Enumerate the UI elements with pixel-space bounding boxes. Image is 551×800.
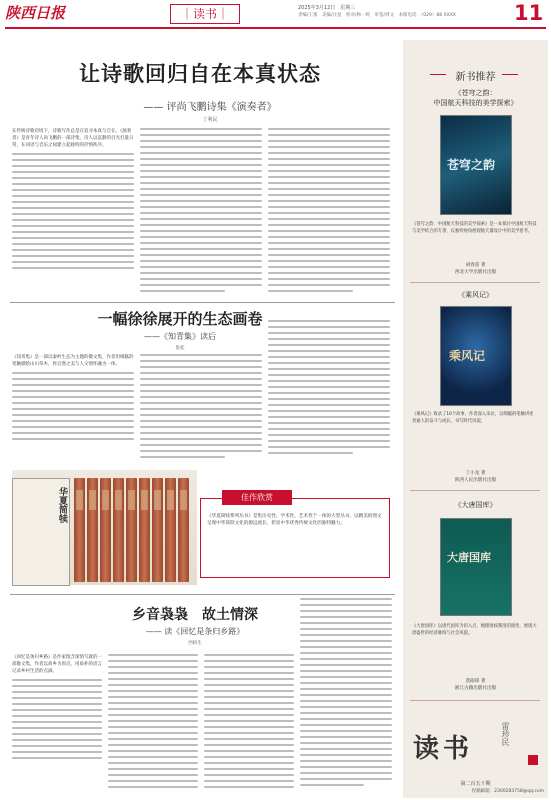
article1-author: 丁利民 xyxy=(202,117,218,123)
book3-publisher: 莫砺锋 著 浙江古籍出版社出版 xyxy=(454,679,497,691)
article1-col-3 xyxy=(268,128,390,298)
article1-col-2 xyxy=(140,128,262,298)
book3-cover-title: 大唐国库 xyxy=(447,551,491,564)
appreciation-tag: 佳作欣赏 xyxy=(222,490,292,505)
book2-description: 《乘风记》收录了10个故事，作者深入采访，以细腻的笔触讲述普通人的奋斗与成长，书写时代风貌。 xyxy=(412,412,534,424)
book-front-title: 华夏简犊 xyxy=(57,487,67,523)
seal-stamp xyxy=(528,755,538,765)
sidebar-divider xyxy=(410,282,540,283)
article3-title: 乡音袅袅 故土情深 xyxy=(132,607,258,623)
book2-publisher: 丁小龙 著 陕西人民出版社出版 xyxy=(454,471,497,483)
sidebar-divider xyxy=(410,490,540,491)
article2-lead: 《知青集》是一部以秦岭生态为主题的散文集，作者用细腻的笔触描绘山川草木，将自然之美与人文情怀融为一体。 xyxy=(12,355,134,367)
book-front-cover xyxy=(12,478,70,586)
sidebar-divider xyxy=(410,700,540,701)
article2-col-3 xyxy=(268,320,390,464)
book1-publisher: 胡春雷 著 西北大学出版社出版 xyxy=(454,263,497,275)
section-tag: ｜读书｜ xyxy=(170,4,240,24)
page-number: 11 xyxy=(514,1,544,25)
date-line: 2025年3月12日 星期三 xyxy=(298,5,356,11)
book3-description: 《大唐国库》以唐代国库为切入点，梳理财政制度的演变，展现大唐盛世的经济脉络与社会风貌。 xyxy=(412,624,537,636)
editor-line: 责编/王蕾 美编/汪星 校对/杨一鸣 审签/周文 本版电话：（029）88 XXXX xyxy=(298,13,456,18)
book1-description: 《苍穹之韵：中国航天科技的美学探索》是一本探讨中国航天科技与美学结合的专著，以独特视角展现航天器设计中的美学思考。 xyxy=(412,222,537,234)
header-rule xyxy=(5,27,546,29)
submission-email: 投稿邮箱：2300283758@qq.com xyxy=(471,789,544,794)
article2-col-2 xyxy=(140,354,262,464)
article1-lead: 在传统诗歌语境下，诗歌写作总是在追寻本真与自在。《演奏者》是青年诗人尚飞鹏的一部诗集，诗人以沉静的目光打量日常，在词语与音乐之间建立起独特的抒情秩序。 xyxy=(12,129,134,148)
article1-col-1 xyxy=(12,128,134,298)
book1-title: 《苍穹之韵： 中国航天科技的美学探索》 xyxy=(433,89,518,107)
article3-author: 西柏生 xyxy=(188,641,202,646)
calligraphy-signature: 雷珍民 xyxy=(501,722,510,746)
calligraphy-caption: 第二百五十期 xyxy=(460,781,491,787)
sidebar-title: 新书推荐 xyxy=(455,72,496,83)
article3-col-4 xyxy=(300,598,392,794)
article3-col-1 xyxy=(12,654,102,794)
book1-cover xyxy=(440,115,512,215)
article2-author: 张松 xyxy=(175,346,185,351)
calligraphy-artwork: 读书 xyxy=(413,734,474,764)
article3-col-2 xyxy=(108,654,198,794)
article2-col-1 xyxy=(12,354,134,464)
book1-cover-title: 苍穹之韵 xyxy=(447,158,496,172)
book2-title: 《乘风记》 xyxy=(458,291,493,299)
book2-cover xyxy=(440,306,512,406)
article3-col-3 xyxy=(204,654,294,794)
book3-cover xyxy=(440,518,512,616)
book3-title: 《大唐国库》 xyxy=(454,501,497,509)
divider xyxy=(10,594,395,595)
article1-subtitle: —— 评尚飞鹏诗集《演奏者》 xyxy=(143,102,277,113)
appreciation-box xyxy=(200,498,390,578)
article3-subtitle: —— 读《回忆是条归乡路》 xyxy=(145,627,245,636)
book2-cover-title: 乘风记 xyxy=(449,349,486,363)
article2-subtitle: ——《知青集》读后 xyxy=(144,332,216,341)
article1-text-lines xyxy=(12,153,134,269)
appreciation-text: 《华夏简犊系列丛书》是集历史性、学术性、艺术性于一体的大型丛书，以精美的图文呈现中华简牍文化的源远流长，彰显中华优秀传统文化的独特魅力。 xyxy=(207,514,382,526)
newspaper-logo: 陕西日报 xyxy=(5,4,66,22)
article3-lead: 《回忆是条归乡路》是作家饱含深情写就的一部散文集，作者以故乡为原点，用质朴的语言记录乡村生活的点滴。 xyxy=(12,655,102,674)
article1-title: 让诗歌回归自在本真状态 xyxy=(79,62,321,86)
article2-title: 一幅徐徐展开的生态画卷 xyxy=(97,310,263,328)
divider xyxy=(10,302,395,303)
